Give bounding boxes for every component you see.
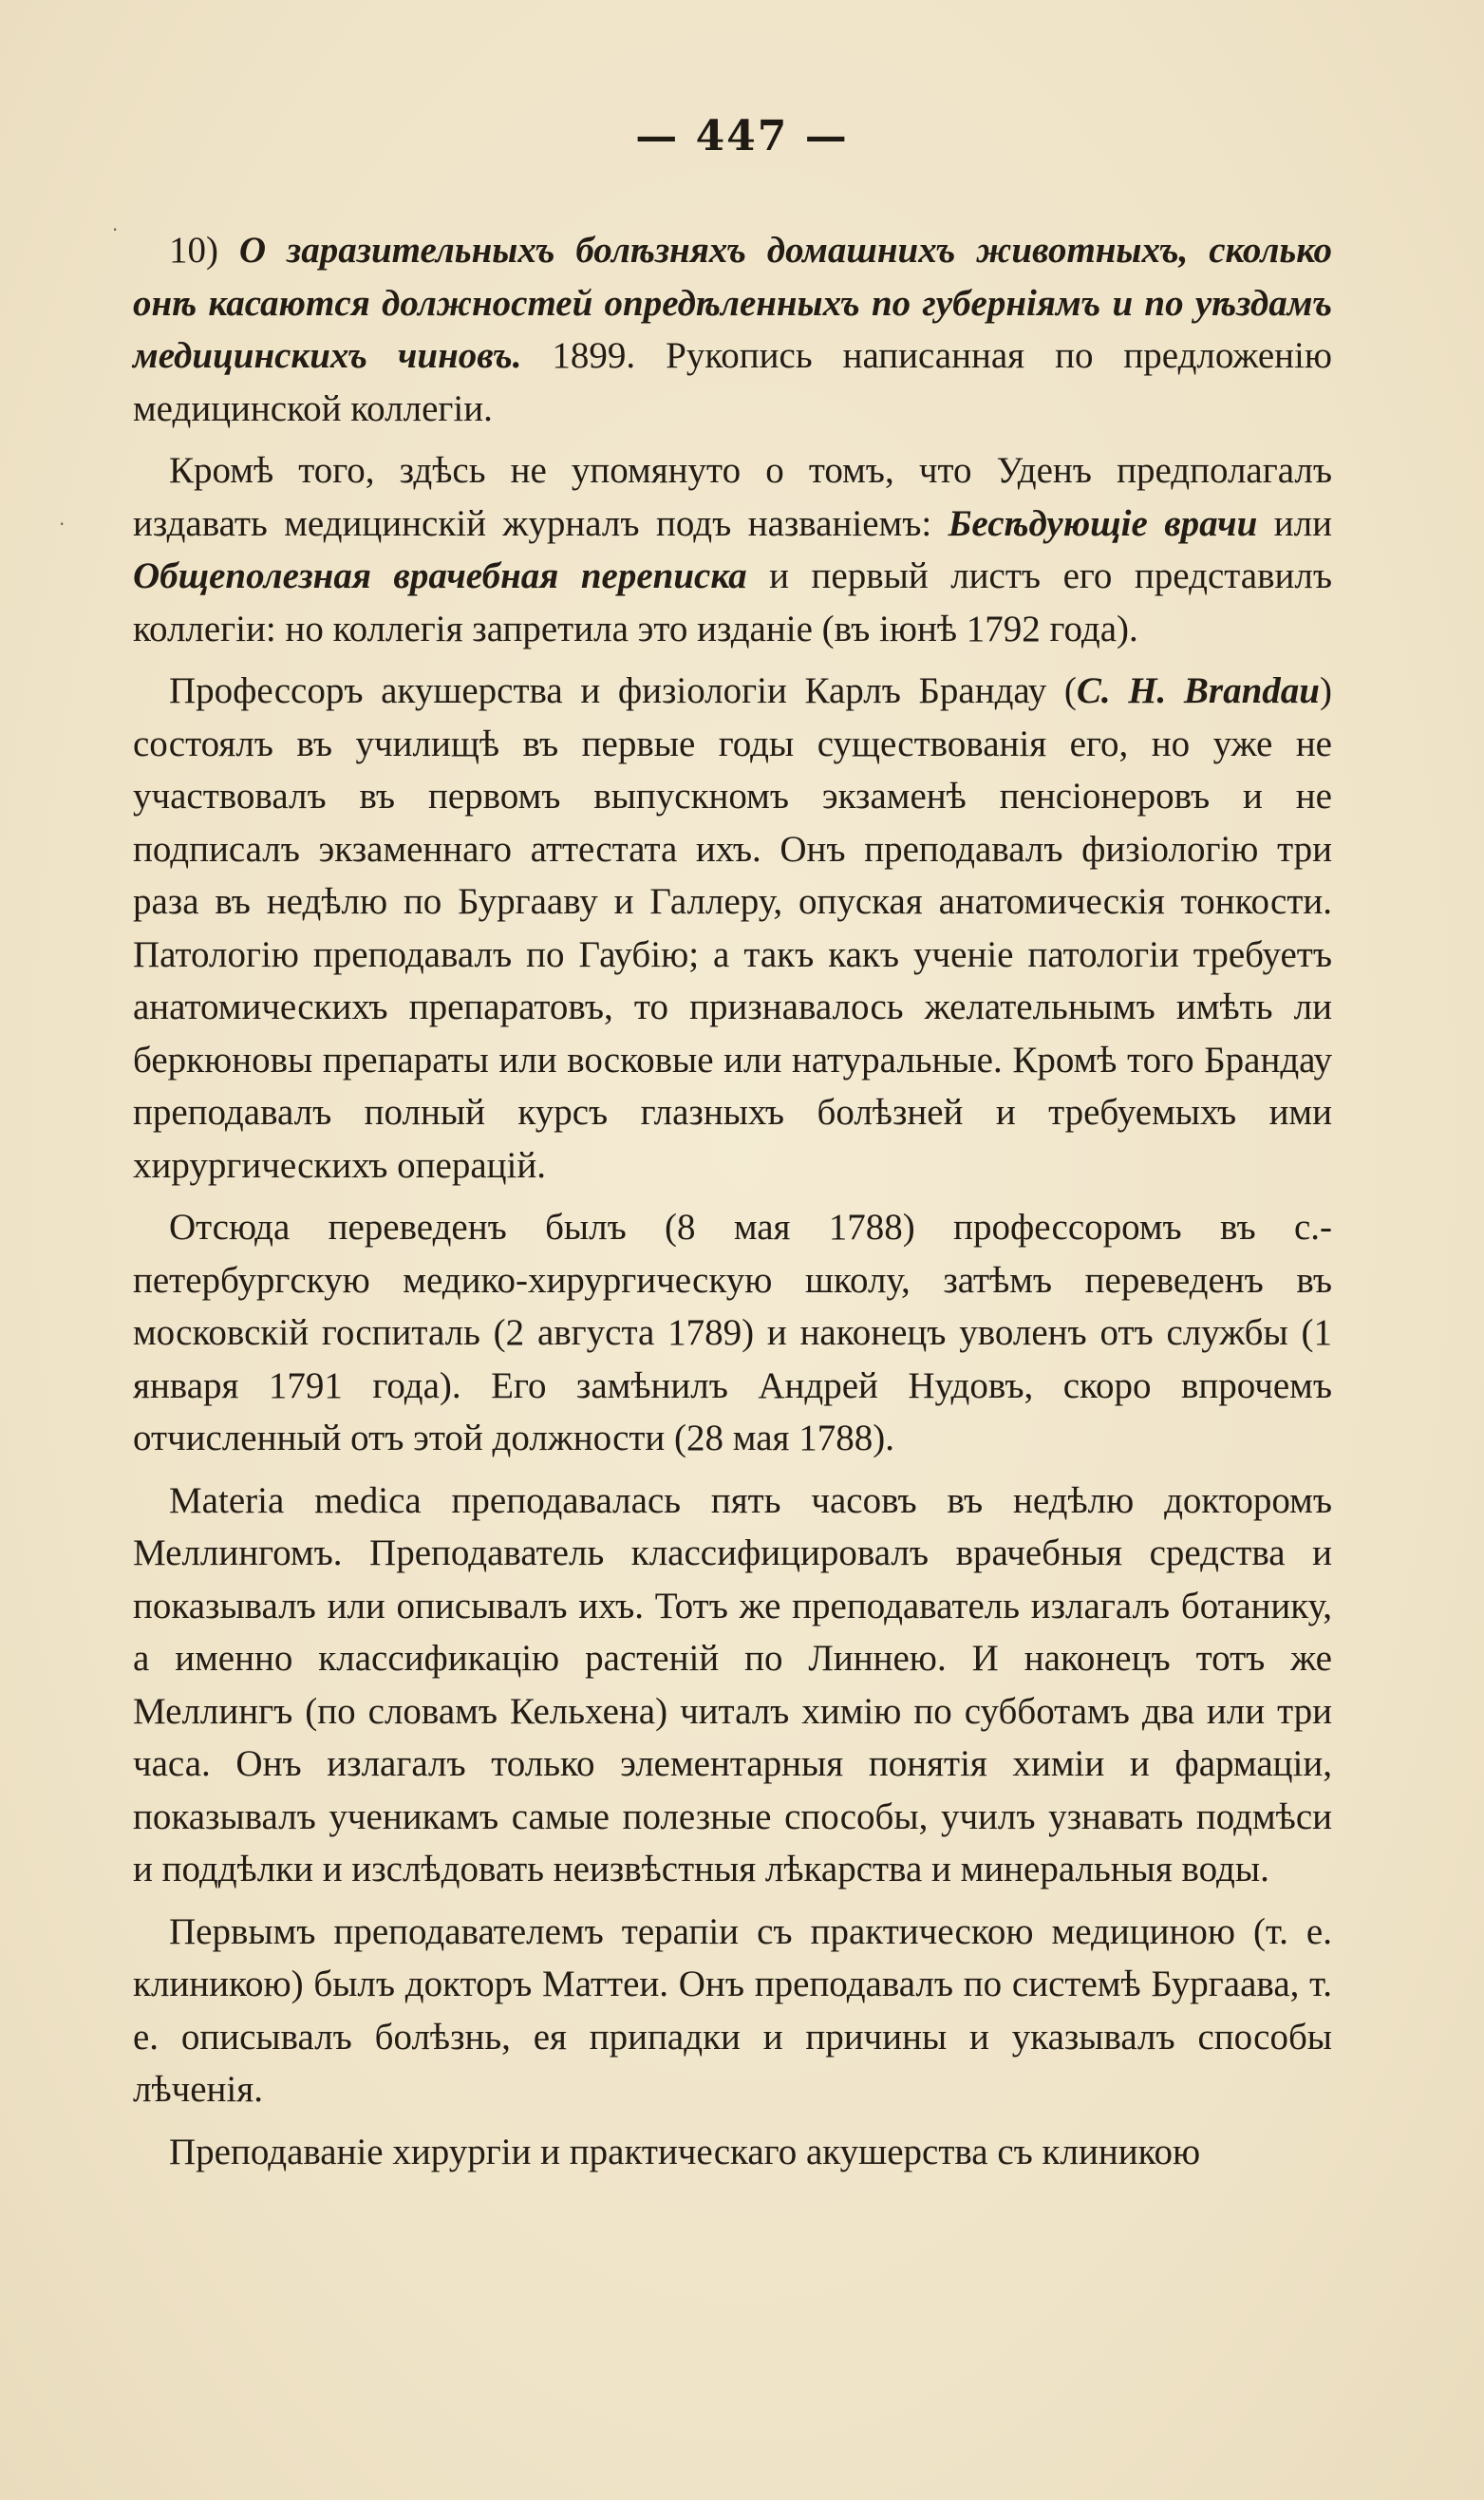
text-segment: Materia medica преподавалась пять часовъ въ недѣлю докторомъ Меллингомъ. Преподаватель классифицировалъ врачебныя средства и показывалъ или описывалъ ихъ. Тотъ же преподаватель излагалъ ботанику, а именно классификацію растеній по Линнею. И наконецъ тотъ же Меллингъ (по словамъ Кельхена) читалъ химію по субботамъ два или три часа. Онъ излагалъ только элементарныя понятія химіи и фармаціи, показывалъ ученикамъ самые полезные способы, училъ узнавать подмѣси и поддѣлки и изслѣдовать неизвѣстныя лѣкарства и минеральныя воды. bbox=[133, 1479, 1332, 1889]
text-segment: и первый листъ его представилъ коллегіи: но коллегія запретила это изданіе (въ іюнѣ 1792 года). bbox=[133, 555, 1332, 649]
body-text bbox=[133, 224, 1332, 2188]
margin-mark: · bbox=[59, 513, 66, 536]
paragraph bbox=[133, 1201, 1332, 1465]
text-segment: Отсюда переведенъ былъ (8 мая 1788) профессоромъ въ с.-петербургскую медико-хирургическую школу, затѣмъ переведенъ въ московскій госпиталь (2 августа 1789) и наконецъ уволенъ отъ службы (1 января 1791 года). Его замѣнилъ Андрей Нудовъ, скоро впрочемъ отчисленный отъ этой должности (28 мая 1788). bbox=[133, 1207, 1332, 1458]
italic-name: C. H. Brandau bbox=[1076, 670, 1320, 711]
text-segment: ) состоялъ въ училищѣ въ первые годы существованія его, но уже не участвовалъ въ первомъ выпускномъ экзаменѣ пенсіонеровъ и не подписалъ экзаменнаго аттестата ихъ. Онъ преподавалъ физіологію три раза въ недѣлю по Бургааву и Галлеру, опуская анатомическія тонкости. Патологію преподавалъ по Гаубію; а такъ какъ ученіе патологіи требуетъ анатомическихъ препаратовъ, то признавалось желательнымъ имѣть ли беркюновы препараты или восковые или натуральные. Кромѣ того Брандау преподавалъ полный курсъ глазныхъ болѣзней и требуемыхъ ими хирургическихъ операцій. bbox=[133, 670, 1332, 1186]
text-segment: 1899. Рукопись написанная по предложенію медицинской коллегіи. bbox=[133, 335, 1332, 429]
italic-title: О заразительныхъ болѣзняхъ домашнихъ животныхъ, сколько онѣ касаются должностей опредѣленныхъ по губерніямъ и по уѣздамъ медицинскихъ чиновъ. bbox=[133, 230, 1332, 376]
page-number: — 447 — bbox=[635, 112, 849, 160]
text-segment: Кромѣ того, здѣсь не упомянуто о томъ, что Уденъ предполагалъ издавать медицинскій журналъ подъ названіемъ: bbox=[133, 450, 1332, 544]
text-segment: Профессоръ акушерства и физіологіи Карлъ Брандау ( bbox=[169, 670, 1077, 711]
paragraph bbox=[133, 224, 1332, 435]
paragraph bbox=[133, 2126, 1332, 2179]
text-segment: или bbox=[1257, 502, 1332, 544]
margin-mark: · bbox=[112, 218, 119, 241]
paragraph bbox=[133, 1906, 1332, 2116]
paragraph bbox=[133, 444, 1332, 655]
text-segment: 10) bbox=[169, 230, 239, 271]
paragraph bbox=[133, 1475, 1332, 1896]
text-segment: Первымъ преподавателемъ терапіи съ практическою медициною (т. е. клиникою) былъ докторъ Маттеи. Онъ преподавалъ по системѣ Бургаава, т. е. описывалъ болѣзнь, ея припадки и причины и указывалъ способы лѣченія. bbox=[133, 1910, 1332, 2110]
italic-title: Общеполезная врачебная переписка bbox=[133, 555, 747, 596]
paragraph bbox=[133, 665, 1332, 1192]
italic-title: Бесѣдующіе врачи bbox=[948, 502, 1258, 544]
text-segment: Преподаваніе хирургіи и практическаго акушерства съ клиникою bbox=[169, 2131, 1201, 2172]
